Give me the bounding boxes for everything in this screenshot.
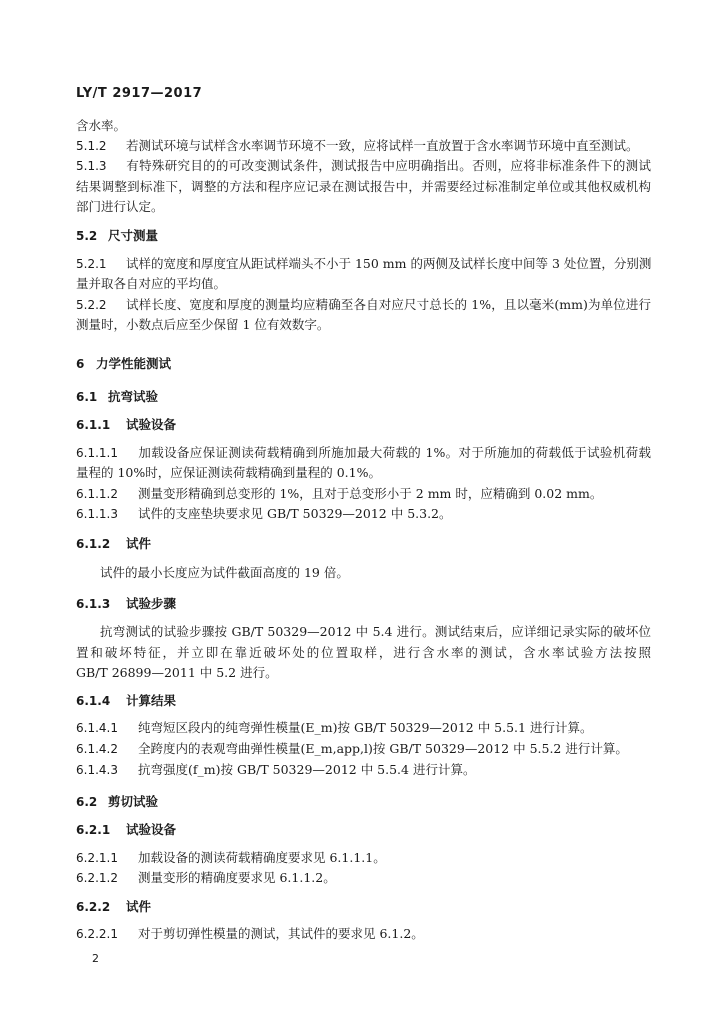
clause-5-1-3: 5.1.3 有特殊研究目的的可改变测试条件，测试报告中应明确指出。否则，应将非标准条件下的测试	[76, 158, 651, 173]
paragraph-line: 部门进行认定。	[76, 199, 164, 214]
paragraph-line: 量程的 10%时，应保证测读荷载精确到量程的 0.1%。	[76, 465, 381, 480]
paragraph-line: 含水率。	[76, 118, 127, 133]
clause-6-1-4-1: 6.1.4.1 纯弯短区段内的纯弯弹性模量(E_m)按 GB/T 50329—2012 中 5.5.1 进行计算。	[76, 720, 593, 735]
section-heading-6-2: 6.2 剪切试验	[76, 794, 159, 809]
section-heading-6-2-2: 6.2.2 试件	[76, 899, 152, 914]
paragraph-line: 置和破坏特征，并立即在靠近破坏处的位置取样，进行含水率的测试，含水率试验方法按照	[76, 645, 651, 660]
clause-6-2-2-1: 6.2.2.1 对于剪切弹性模量的测试，其试件的要求见 6.1.2。	[76, 926, 424, 941]
section-heading-5-2: 5.2 尺寸测量	[76, 228, 159, 243]
paragraph-line: 测量时，小数点后应至少保留 1 位有效数字。	[76, 317, 330, 332]
section-heading-6-1-4: 6.1.4 计算结果	[76, 693, 177, 708]
standard-code-header: LY/T 2917—2017	[76, 86, 203, 101]
section-heading-6-2-1: 6.2.1 试验设备	[76, 822, 177, 837]
paragraph-line: 量并取各自对应的平均值。	[76, 276, 227, 291]
clause-5-2-1: 5.2.1 试样的宽度和厚度宜从距试样端头不小于 150 mm 的两侧及试样长度中间等 3 处位置，分别测	[76, 256, 652, 271]
paragraph-line: 抗弯测试的试验步骤按 GB/T 50329—2012 中 5.4 进行。测试结束后，应详细记录实际的破坏位	[100, 624, 651, 639]
section-heading-6-1-1: 6.1.1 试验设备	[76, 417, 177, 432]
section-heading-6-1-3: 6.1.3 试验步骤	[76, 596, 177, 611]
paragraph-line: 结果调整到标准下，调整的方法和程序应记录在测试报告中，并需要经过标准制定单位或其他权威机构	[76, 179, 651, 194]
paragraph-line: GB/T 26899—2011 中 5.2 进行。	[76, 665, 278, 680]
clause-5-1-2: 5.1.2 若测试环境与试样含水率调节环境不一致，应将试样一直放置于含水率调节环境中直至测试。	[76, 138, 639, 153]
paragraph-line: 试件的最小长度应为试件截面高度的 19 倍。	[100, 565, 349, 580]
page-number: 2	[92, 952, 99, 965]
clause-6-1-4-3: 6.1.4.3 抗弯强度(f_m)按 GB/T 50329—2012 中 5.5.4 进行计算。	[76, 762, 476, 777]
clause-6-1-1-2: 6.1.1.2 测量变形精确到总变形的 1%，且对于总变形小于 2 mm 时，应精确到 0.02 mm。	[76, 486, 603, 501]
clause-5-2-2: 5.2.2 试样长度、宽度和厚度的测量均应精确至各自对应尺寸总长的 1%，且以毫米(mm)为单位进行	[76, 297, 651, 312]
clause-6-2-1-1: 6.2.1.1 加载设备的测读荷载精确度要求见 6.1.1.1。	[76, 850, 386, 865]
section-heading-6: 6 力学性能测试	[76, 356, 172, 371]
clause-6-2-1-2: 6.2.1.2 测量变形的精确度要求见 6.1.1.2。	[76, 870, 336, 885]
section-heading-6-1: 6.1 抗弯试验	[76, 389, 159, 404]
clause-6-1-1-3: 6.1.1.3 试件的支座垫块要求见 GB/T 50329—2012 中 5.3.2。	[76, 506, 452, 521]
section-heading-6-1-2: 6.1.2 试件	[76, 536, 152, 551]
clause-6-1-4-2: 6.1.4.2 全跨度内的表观弯曲弹性模量(E_m,app,l)按 GB/T 50329—2012 中 5.5.2 进行计算。	[76, 741, 628, 756]
clause-6-1-1-1: 6.1.1.1 加载设备应保证测读荷载精确到所施加最大荷载的 1%。对于所施加的荷载低于试验机荷载	[76, 445, 651, 460]
